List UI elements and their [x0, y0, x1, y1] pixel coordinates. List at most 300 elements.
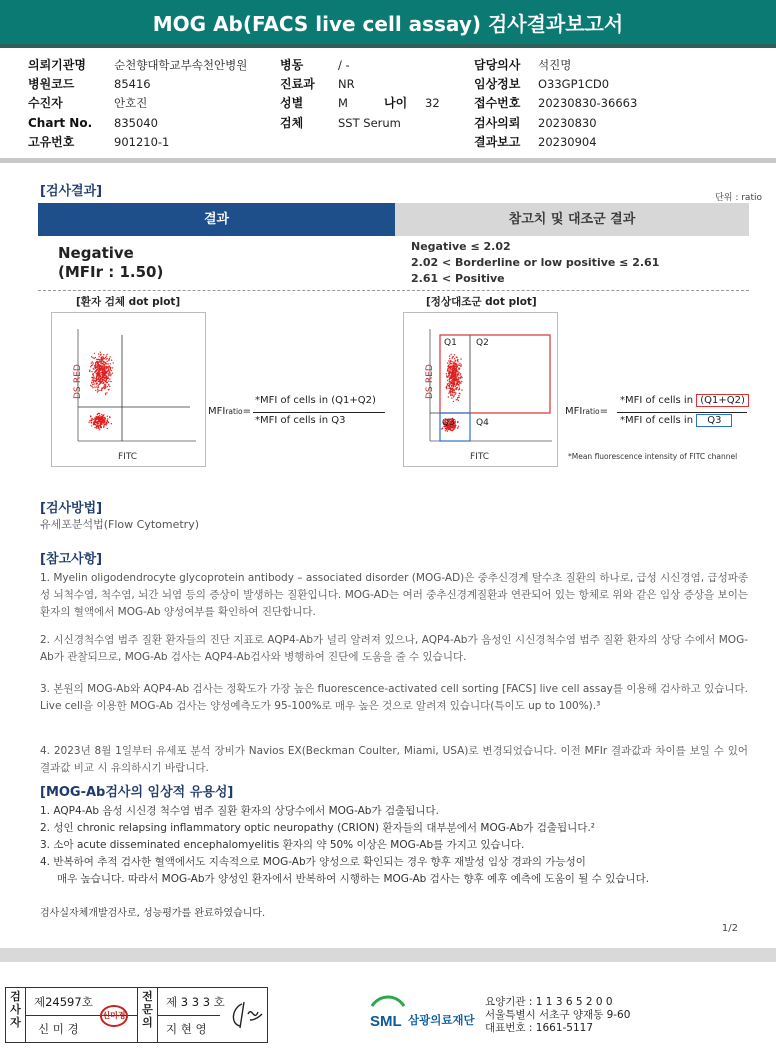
- scatter-dot: [93, 419, 94, 420]
- scatter-dot: [447, 383, 448, 384]
- scatter-dot: [460, 366, 461, 367]
- scatter-dot: [107, 361, 108, 362]
- scatter-dot: [108, 374, 109, 375]
- scatter-dot: [99, 356, 100, 357]
- scatter-dot: [100, 370, 101, 371]
- scatter-dot: [453, 379, 454, 380]
- mfi-text: MFI: [208, 406, 226, 417]
- scatter-dot: [95, 422, 96, 423]
- scatter-dot: [104, 384, 105, 385]
- scatter-dot: [455, 363, 456, 364]
- scatter-dot: [98, 426, 99, 427]
- patient-dots: [88, 352, 114, 431]
- scatter-dot: [450, 376, 451, 377]
- scatter-dot: [458, 400, 459, 401]
- scatter-dot: [103, 354, 104, 355]
- scatter-dot: [455, 360, 456, 361]
- scatter-dot: [457, 361, 458, 362]
- scatter-dot: [456, 377, 457, 378]
- scatter-dot: [107, 367, 108, 368]
- scatter-dot: [94, 387, 95, 388]
- scatter-dot: [99, 359, 100, 360]
- scatter-dot: [93, 376, 94, 377]
- scatter-dot: [456, 356, 457, 357]
- scatter-dot: [103, 369, 104, 370]
- info-label: 병동: [280, 58, 304, 72]
- scatter-dot: [97, 413, 98, 414]
- info-label: Chart No.: [28, 116, 93, 130]
- scatter-dot: [106, 358, 107, 359]
- scatter-dot: [97, 379, 98, 380]
- scatter-dot: [458, 397, 459, 398]
- scatter-dot: [97, 359, 98, 360]
- info-label: 나이: [384, 96, 408, 110]
- scatter-dot: [450, 365, 451, 366]
- scatter-dot: [102, 416, 103, 417]
- scatter-dot: [458, 426, 459, 427]
- scatter-dot: [458, 378, 459, 379]
- reference-column-header: 참고치 및 대조군 결과: [395, 203, 749, 236]
- scatter-dot: [107, 421, 108, 422]
- scatter-dot: [450, 395, 451, 396]
- scatter-dot: [97, 389, 98, 390]
- scatter-dot: [99, 380, 100, 381]
- fraction-bar: [617, 412, 747, 413]
- scatter-dot: [102, 420, 103, 421]
- scatter-dot: [103, 425, 104, 426]
- scatter-dot: [447, 368, 448, 369]
- scatter-dot: [104, 368, 105, 369]
- scatter-dot: [94, 424, 95, 425]
- scatter-dot: [103, 427, 104, 428]
- info-label: 담당의사: [474, 58, 521, 72]
- scatter-dot: [103, 417, 104, 418]
- scatter-dot: [110, 363, 111, 364]
- scatter-dot: [101, 372, 102, 373]
- scatter-dot: [100, 383, 101, 384]
- info-label: 검사의뢰: [474, 116, 521, 130]
- scatter-dot: [457, 359, 458, 360]
- info-label: 고유번호: [28, 135, 75, 149]
- scatter-dot: [449, 361, 450, 362]
- info-value: NR: [338, 77, 355, 91]
- scatter-dot: [104, 422, 105, 423]
- scatter-dot: [100, 354, 101, 355]
- scatter-dot: [449, 383, 450, 384]
- scatter-dot: [109, 386, 110, 387]
- scatter-dot: [453, 385, 454, 386]
- formula-numerator: *MFI of cells in (Q1+Q2): [255, 395, 376, 406]
- info-value: 32: [425, 96, 440, 110]
- scatter-dot: [106, 363, 107, 364]
- scatter-dot: [449, 373, 450, 374]
- formula-denominator: [620, 415, 732, 426]
- clinical-item: 매우 높습니다. 따라서 MOG-Ab가 양성인 환자에서 반복하여 시행하는 MOG-Ab 검사는 향후 예후 예측에 도움이 될 수 있습니다.: [57, 873, 650, 885]
- scatter-dot: [454, 358, 455, 359]
- scatter-dot: [102, 373, 103, 374]
- scatter-dot: [100, 363, 101, 364]
- scatter-dot: [94, 358, 95, 359]
- scatter-dot: [96, 416, 97, 417]
- signature-box: [5, 987, 268, 1043]
- result-value: [58, 244, 163, 282]
- scatter-dot: [450, 360, 451, 361]
- scatter-dot: [102, 381, 103, 382]
- info-value: 20230830: [538, 116, 597, 130]
- scatter-dot: [459, 393, 460, 394]
- clinical-item: 4. 반복하여 추적 검사한 혈액에서도 지속적으로 MOG-Ab가 양성으로 확인되는 경우 향후 재발성 임상 경과의 가능성이: [40, 856, 586, 868]
- scatter-dot: [96, 426, 97, 427]
- scatter-dot: [450, 429, 451, 430]
- scatter-dot: [451, 398, 452, 399]
- scatter-dot: [447, 370, 448, 371]
- scatter-dot: [447, 362, 448, 363]
- scatter-dot: [109, 372, 110, 373]
- report-title: MOG Ab(FACS live cell assay) 검사결과보고서: [0, 0, 776, 48]
- signature-scribble: [228, 998, 264, 1032]
- scatter-dot: [91, 371, 92, 372]
- scatter-dot: [458, 384, 459, 385]
- sml-logo-icon: [368, 992, 408, 1032]
- scatter-dot: [448, 393, 449, 394]
- scatter-dot: [109, 417, 110, 418]
- scatter-dot: [90, 416, 91, 417]
- reference-line: 2.02 < Borderline or low positive ≤ 2.61: [411, 256, 660, 269]
- scatter-dot: [109, 356, 110, 357]
- scatter-dot: [90, 385, 91, 386]
- scatter-dot: [105, 357, 106, 358]
- scatter-dot: [449, 386, 450, 387]
- scatter-dot: [105, 362, 106, 363]
- scatter-dot: [104, 370, 105, 371]
- scatter-dot: [112, 367, 113, 368]
- scatter-dot: [94, 383, 95, 384]
- scatter-dot: [457, 398, 458, 399]
- scatter-dot: [98, 390, 99, 391]
- scatter-dot: [455, 392, 456, 393]
- scatter-dot: [107, 418, 108, 419]
- scatter-dot: [98, 381, 99, 382]
- page-number: 1/2: [721, 923, 738, 934]
- scatter-dot: [107, 377, 108, 378]
- scatter-dot: [456, 387, 457, 388]
- scatter-dot: [93, 381, 94, 382]
- scatter-dot: [453, 392, 454, 393]
- info-value: 901210-1: [114, 135, 170, 149]
- scatter-dot: [109, 378, 110, 379]
- scatter-dot: [450, 369, 451, 370]
- scatter-dot: [452, 367, 453, 368]
- scatter-dot: [455, 386, 456, 387]
- scatter-dot: [103, 372, 104, 373]
- scatter-dot: [454, 354, 455, 355]
- scatter-dot: [449, 364, 450, 365]
- scatter-dot: [93, 368, 94, 369]
- q4-label: Q4: [476, 418, 489, 428]
- tester-vertical-text: 검사자: [10, 990, 21, 1029]
- scatter-dot: [448, 375, 449, 376]
- scatter-dot: [458, 389, 459, 390]
- scatter-dot: [100, 422, 101, 423]
- scatter-dot: [97, 365, 98, 366]
- scatter-dot: [95, 366, 96, 367]
- scatter-dot: [100, 368, 101, 369]
- scatter-dot: [89, 371, 90, 372]
- scatter-dot: [98, 419, 99, 420]
- info-label: 병원코드: [28, 77, 75, 91]
- mfi-formula-patient: [208, 393, 398, 433]
- scatter-dot: [108, 360, 109, 361]
- info-label: 수진자: [28, 96, 63, 110]
- control-dot-plot-svg: [404, 313, 557, 466]
- scatter-dot: [102, 388, 103, 389]
- scatter-dot: [95, 357, 96, 358]
- y-axis-label: DS-RED: [425, 364, 435, 399]
- scatter-dot: [92, 364, 93, 365]
- scatter-dot: [100, 381, 101, 382]
- scatter-dot: [101, 414, 102, 415]
- scatter-dot: [91, 425, 92, 426]
- scatter-dot: [88, 422, 89, 423]
- q1q2-highlight: (Q1+Q2): [696, 394, 749, 407]
- scatter-dot: [103, 382, 104, 383]
- result-negative: Negative: [58, 244, 134, 262]
- specialist-vertical-text: 전문의: [142, 990, 153, 1029]
- scatter-dot: [451, 354, 452, 355]
- scatter-dot: [449, 392, 450, 393]
- scatter-dot: [89, 369, 90, 370]
- q2-label: Q2: [476, 338, 489, 348]
- scatter-dot: [456, 384, 457, 385]
- scatter-dot: [453, 401, 454, 402]
- scatter-dot: [452, 390, 453, 391]
- info-value: M: [338, 96, 348, 110]
- scatter-dot: [104, 388, 105, 389]
- scatter-dot: [102, 378, 103, 379]
- scatter-dot: [459, 388, 460, 389]
- scatter-dot: [452, 380, 453, 381]
- scatter-dot: [103, 377, 104, 378]
- scatter-dot: [92, 377, 93, 378]
- info-value: 835040: [114, 116, 158, 130]
- q1-label: Q1: [444, 338, 457, 348]
- scatter-dot: [455, 380, 456, 381]
- note-paragraph: 1. Myelin oligodendrocyte glycoprotein antibody – associated disorder (MOG-AD)은 중추신경계 탈수초 질환의 하나로, 급성 시신경염, 급성파종성 뇌척수염, 척수염, 뇌간 뇌염 등의 증상이 발생하는 질환입니다. MOG-AD는 여러 중추신경계질환과 연관되어 있는 항체로 위와 같은 임상 증상을 보이는 환자의 혈액에서 MOG-Ab 양성여부를 확인하여 진단합니다.: [40, 572, 748, 618]
- scatter-dot: [110, 367, 111, 368]
- fraction-bar: [253, 412, 385, 413]
- scatter-dot: [104, 358, 105, 359]
- scatter-dot: [105, 387, 106, 388]
- scatter-dot: [454, 390, 455, 391]
- scatter-dot: [452, 361, 453, 362]
- scatter-dot: [93, 362, 94, 363]
- scatter-dot: [94, 420, 95, 421]
- scatter-dot: [99, 390, 100, 391]
- method-section-title: [검사방법]: [40, 501, 103, 516]
- mfi-sub: ratio: [582, 407, 600, 416]
- scatter-dot: [100, 426, 101, 427]
- formula-text: *MFI of cells in: [620, 395, 694, 406]
- scatter-dot: [106, 366, 107, 367]
- scatter-dot: [106, 380, 107, 381]
- info-label: 결과보고: [474, 135, 521, 149]
- info-value: 석진명: [538, 58, 572, 72]
- scatter-dot: [101, 418, 102, 419]
- scatter-dot: [460, 382, 461, 383]
- info-value: 순천향대학교부속천안병원: [114, 58, 248, 72]
- scatter-dot: [447, 380, 448, 381]
- scatter-dot: [96, 425, 97, 426]
- scatter-dot: [458, 372, 459, 373]
- scatter-dot: [458, 381, 459, 382]
- scatter-dot: [101, 390, 102, 391]
- scatter-dot: [91, 418, 92, 419]
- info-value: 20230830-36663: [538, 96, 638, 110]
- scatter-dot: [102, 371, 103, 372]
- mfi-label: [208, 406, 251, 417]
- scatter-dot: [94, 353, 95, 354]
- scatter-dot: [451, 387, 452, 388]
- scatter-dot: [108, 375, 109, 376]
- scatter-dot: [111, 360, 112, 361]
- dashed-divider: [38, 290, 749, 291]
- scatter-dot: [99, 417, 100, 418]
- scatter-dot: [99, 376, 100, 377]
- info-label: 임상정보: [474, 77, 521, 91]
- scatter-dot: [458, 367, 459, 368]
- clinical-section-title: [MOG-Ab검사의 임상적 유용성]: [40, 785, 234, 800]
- x-axis-label: FITC: [470, 452, 490, 462]
- scatter-dot: [447, 431, 448, 432]
- scatter-dot: [450, 383, 451, 384]
- scatter-dot: [96, 373, 97, 374]
- scatter-dot: [113, 362, 114, 363]
- scatter-dot: [111, 423, 112, 424]
- info-label: 의뢰기관명: [28, 58, 86, 72]
- scatter-dot: [92, 387, 93, 388]
- scatter-dot: [461, 381, 462, 382]
- scatter-dot: [449, 358, 450, 359]
- clinical-item: 2. 성인 chronic relapsing inflammatory optic neuropathy (CRION) 환자들의 대부분에서 MOG-Ab가 검출됩니다.²: [40, 822, 596, 834]
- scatter-dot: [455, 421, 456, 422]
- scatter-dot: [104, 417, 105, 418]
- contact-line: 대표번호 : 1661-5117: [485, 1022, 594, 1034]
- scatter-dot: [452, 377, 453, 378]
- clinical-item: 3. 소아 acute disseminated encephalomyelitis 환자의 약 50% 이상은 MOG-Ab를 가지고 있습니다.: [40, 839, 525, 851]
- info-value: O33GP1CD0: [538, 77, 610, 91]
- scatter-dot: [94, 427, 95, 428]
- scatter-dot: [96, 369, 97, 370]
- scatter-dot: [452, 430, 453, 431]
- reference-line: Negative ≤ 2.02: [411, 240, 511, 253]
- mfi-formula-control: [565, 393, 765, 433]
- scatter-dot: [457, 427, 458, 428]
- scatter-dot: [103, 361, 104, 362]
- scatter-dot: [92, 380, 93, 381]
- scatter-dot: [457, 397, 458, 398]
- scatter-dot: [112, 373, 113, 374]
- mfi-text: MFI: [565, 406, 583, 417]
- scatter-dot: [97, 418, 98, 419]
- scatter-dot: [452, 370, 453, 371]
- scatter-dot: [101, 424, 102, 425]
- tester-name: 신 미 경: [38, 1022, 79, 1036]
- scatter-dot: [96, 386, 97, 387]
- scatter-dot: [457, 374, 458, 375]
- formula-text: *MFI of cells in: [620, 415, 694, 426]
- scatter-dot: [102, 376, 103, 377]
- scatter-dot: [106, 382, 107, 383]
- scatter-dot: [449, 369, 450, 370]
- info-label: 검체: [280, 116, 304, 130]
- result-column-header: 결과: [38, 203, 395, 236]
- scatter-dot: [91, 382, 92, 383]
- logo-text: SML: [370, 1013, 402, 1030]
- scatter-dot: [96, 382, 97, 383]
- scatter-dot: [446, 429, 447, 430]
- scatter-dot: [96, 367, 97, 368]
- scatter-dot: [93, 375, 94, 376]
- info-value: SST Serum: [338, 116, 401, 130]
- scatter-dot: [98, 372, 99, 373]
- scatter-dot: [450, 393, 451, 394]
- info-label: 진료과: [280, 77, 315, 91]
- note-paragraph: 2. 시신경척수염 범주 질환 환자들의 진단 지표로 AQP4-Ab가 널리 알려져 있으나, AQP4-Ab가 음성인 시신경척수염 범주 질환 환자의 상당 수에서 MOG-Ab가 관찰되므로, MOG-Ab 검사는 AQP4-Ab검사와 병행하여 진단에 도움을 줄 수 있습니다.: [40, 634, 748, 663]
- scatter-dot: [92, 384, 93, 385]
- scatter-dot: [106, 355, 107, 356]
- mean-note: *Mean fluorescence intensity of FITC channel: [568, 452, 738, 461]
- specialist-name: 지 현 영: [166, 1022, 207, 1036]
- scatter-dot: [101, 389, 102, 390]
- scatter-dot: [453, 356, 454, 357]
- scatter-dot: [92, 357, 93, 358]
- scatter-dot: [100, 361, 101, 362]
- scatter-dot: [458, 377, 459, 378]
- scatter-dot: [91, 386, 92, 387]
- scatter-dot: [451, 373, 452, 374]
- scatter-dot: [103, 364, 104, 365]
- scatter-dot: [110, 369, 111, 370]
- scatter-dot: [456, 389, 457, 390]
- unit-label: 단위 : ratio: [715, 193, 762, 203]
- scatter-dot: [446, 375, 447, 376]
- contact-line: 요양기관 : 1 1 3 6 5 2 0 0: [485, 996, 613, 1008]
- patient-dot-plot-svg: [52, 313, 205, 466]
- scatter-dot: [102, 356, 103, 357]
- scatter-dot: [454, 383, 455, 384]
- scatter-dot: [98, 367, 99, 368]
- patient-plot-caption: [환자 검체 dot plot]: [76, 296, 181, 308]
- scatter-dot: [450, 387, 451, 388]
- scatter-dot: [460, 377, 461, 378]
- method-text: 유세포분석법(Flow Cytometry): [40, 518, 200, 531]
- scatter-dot: [450, 390, 451, 391]
- specialist-id: 제 3 3 3 호: [166, 995, 225, 1009]
- scatter-dot: [104, 378, 105, 379]
- scatter-dot: [454, 395, 455, 396]
- scatter-dot: [105, 394, 106, 395]
- scatter-dot: [105, 376, 106, 377]
- scatter-dot: [105, 393, 106, 394]
- scatter-dot: [91, 365, 92, 366]
- formula-denominator: *MFI of cells in Q3: [255, 415, 346, 426]
- info-value: 안호진: [114, 96, 148, 110]
- scatter-dot: [93, 379, 94, 380]
- reference-line: 2.61 < Positive: [411, 272, 505, 285]
- scatter-dot: [98, 369, 99, 370]
- scatter-dot: [102, 422, 103, 423]
- mfi-eq: =: [242, 406, 252, 417]
